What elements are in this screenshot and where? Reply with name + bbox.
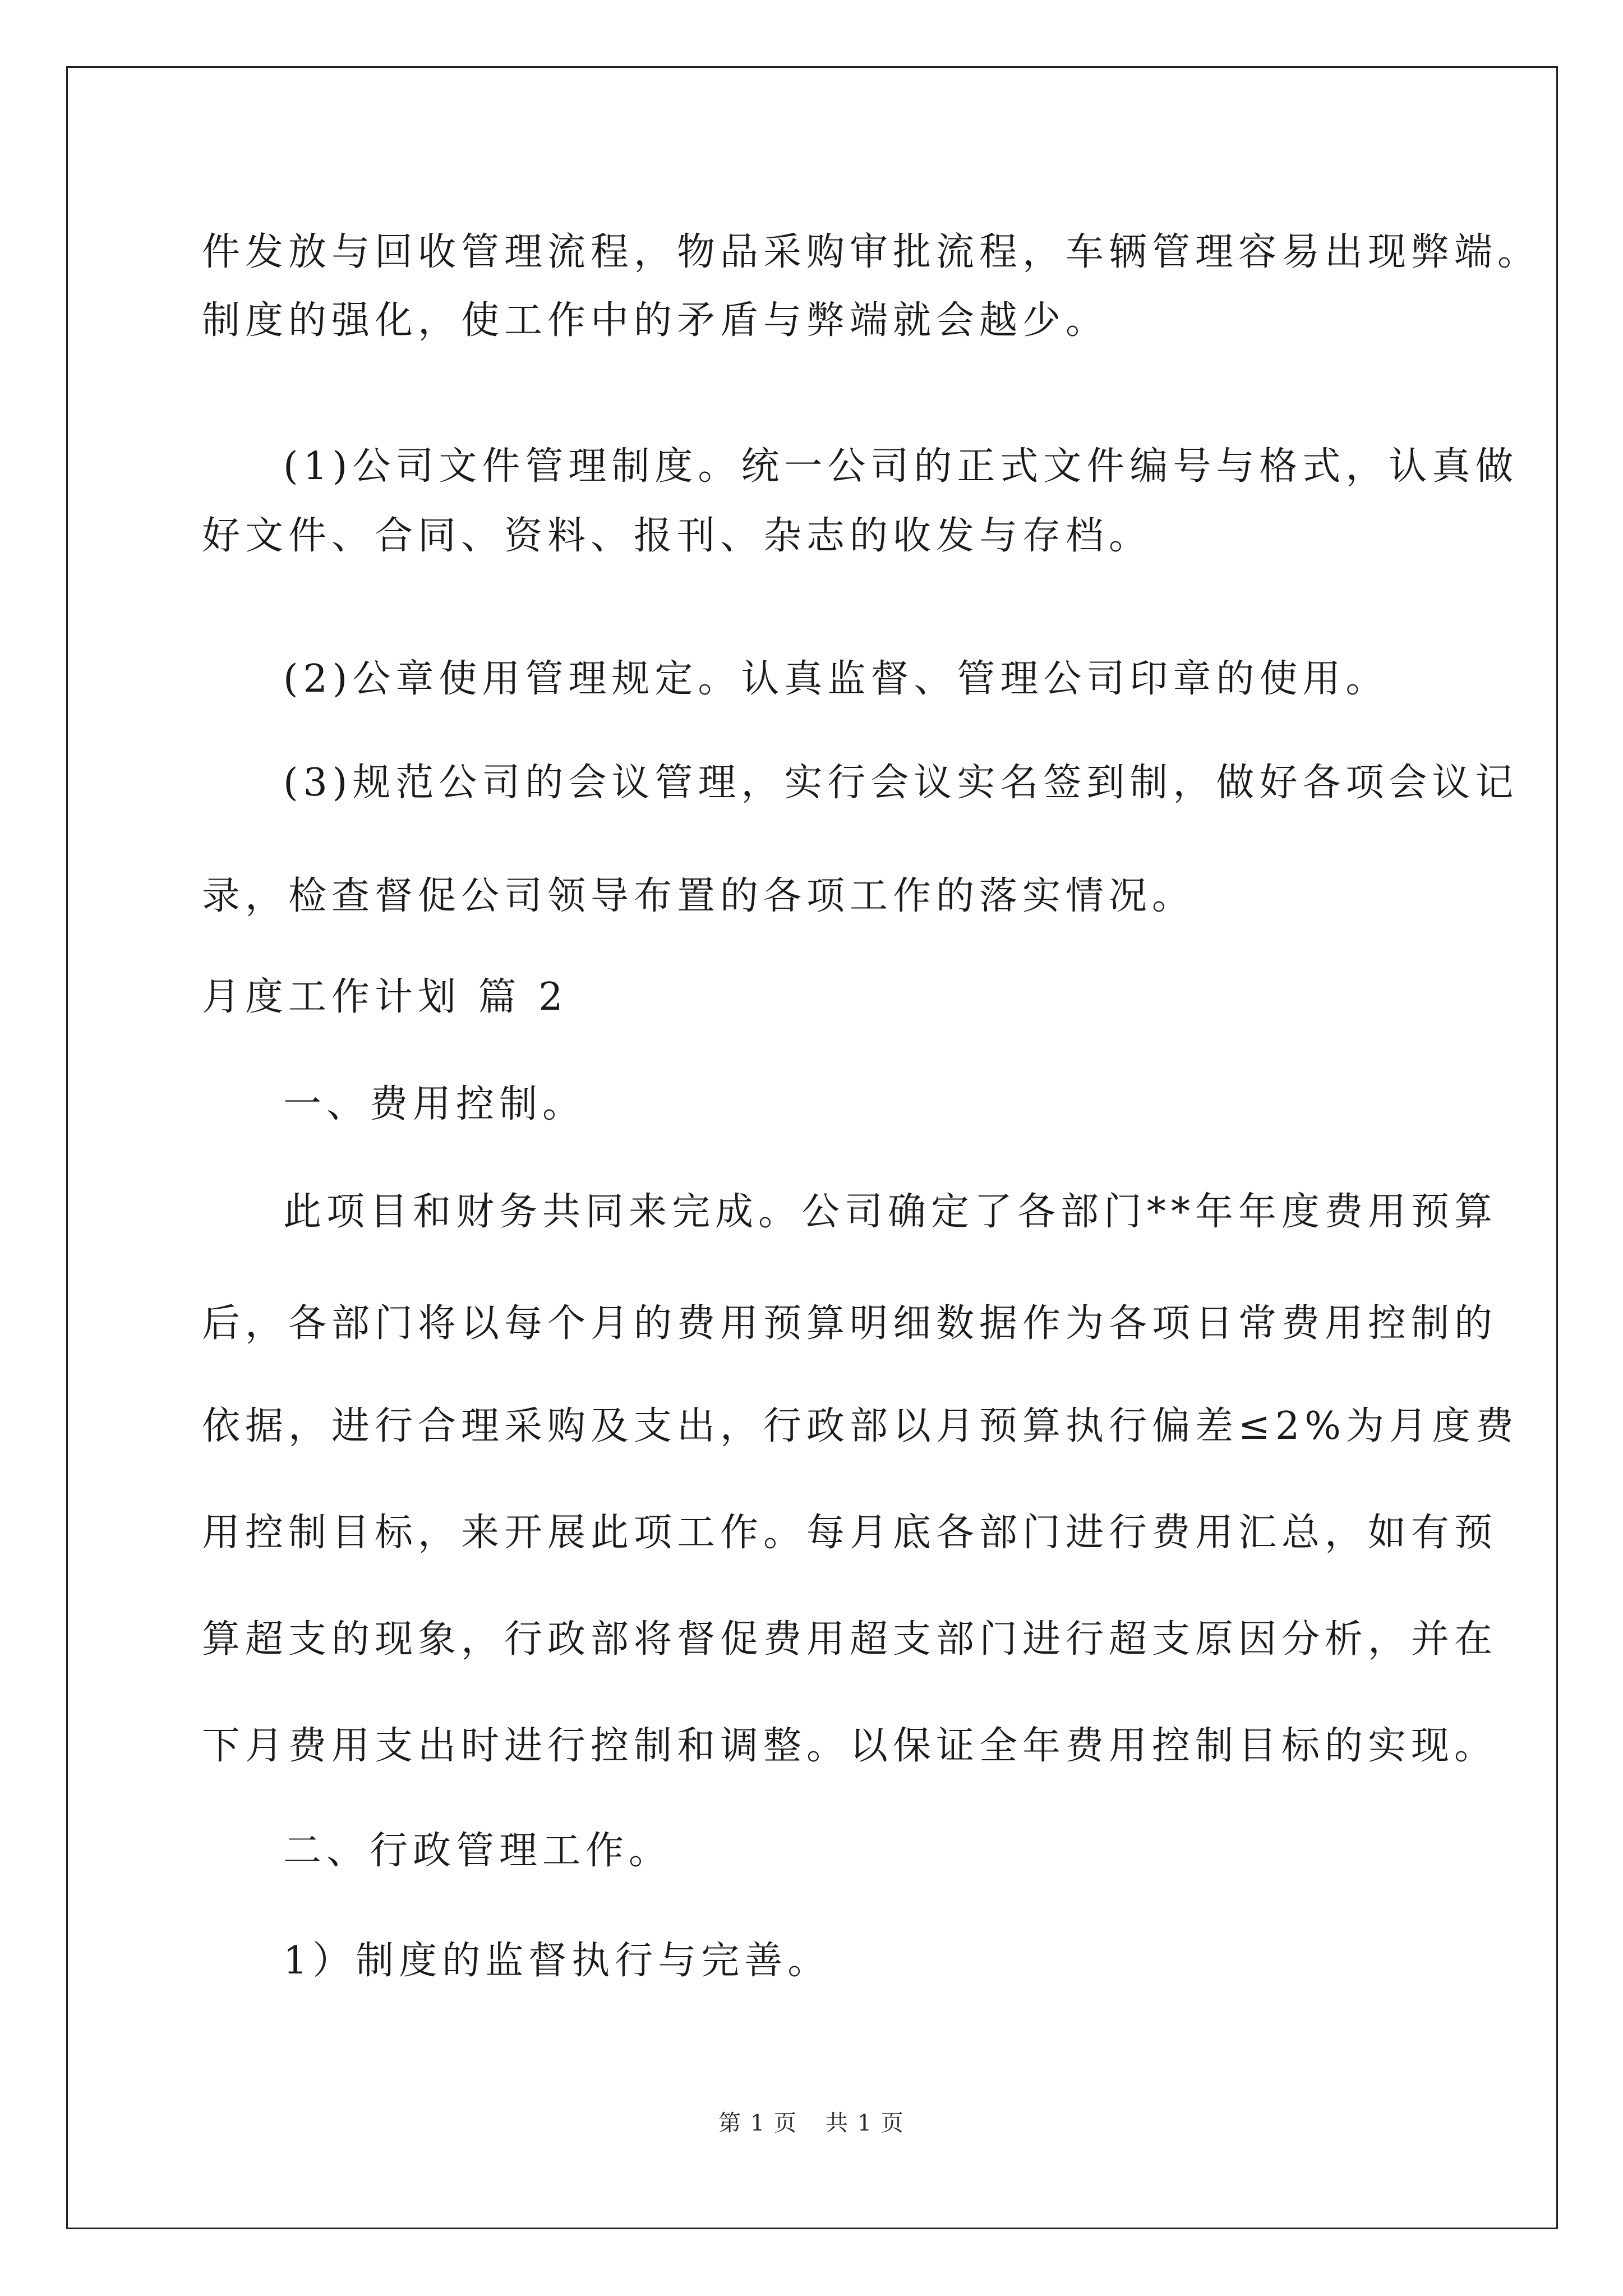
subsection-heading: 一、费用控制。 bbox=[283, 1082, 586, 1126]
paragraph-line: 制度的强化，使工作中的矛盾与弊端就会越少。 bbox=[202, 298, 1109, 343]
paragraph-line: 下月费用支出时进行控制和调整。以保证全年费用控制目标的实现。 bbox=[202, 1724, 1498, 1768]
page-border bbox=[66, 66, 1558, 2229]
paragraph-line: 好文件、合同、资料、报刊、杂志的收发与存档。 bbox=[202, 514, 1152, 558]
paragraph-line: 用控制目标，来开展此项工作。每月底各部门进行费用汇总，如有预 bbox=[202, 1511, 1498, 1555]
page-footer bbox=[0, 2109, 1623, 2137]
paragraph-line: 依据，进行合理采购及支出，行政部以月预算执行偏差≤2%为月度费 bbox=[202, 1404, 1519, 1448]
paragraph-line: (3)规范公司的会议管理，实行会议实名签到制，做好各项会议记 bbox=[283, 761, 1519, 805]
paragraph-line: 此项目和财务共同来完成。公司确定了各部门**年年度费用预算 bbox=[283, 1190, 1498, 1234]
subsection-heading: 二、行政管理工作。 bbox=[283, 1829, 672, 1873]
page-total: 共 1 页 bbox=[826, 2110, 905, 2136]
paragraph-line: 算超支的现象，行政部将督促费用超支部门进行超支原因分析，并在 bbox=[202, 1617, 1498, 1662]
paragraph-line: (2)公章使用管理规定。认真监督、管理公司印章的使用。 bbox=[283, 657, 1389, 701]
paragraph-line: 1）制度的监督执行与完善。 bbox=[283, 1939, 831, 1983]
paragraph-line: 录，检查督促公司领导布置的各项工作的落实情况。 bbox=[202, 874, 1196, 918]
section-heading: 月度工作计划 篇 2 bbox=[202, 975, 568, 1019]
paragraph-line: 件发放与回收管理流程，物品采购审批流程，车辆管理容易出现弊端。 bbox=[202, 230, 1541, 274]
paragraph-line: (1)公司文件管理制度。统一公司的正式文件编号与格式，认真做 bbox=[283, 444, 1519, 489]
page-number: 第 1 页 bbox=[718, 2110, 797, 2136]
paragraph-line: 后，各部门将以每个月的费用预算明细数据作为各项日常费用控制的 bbox=[202, 1301, 1498, 1346]
